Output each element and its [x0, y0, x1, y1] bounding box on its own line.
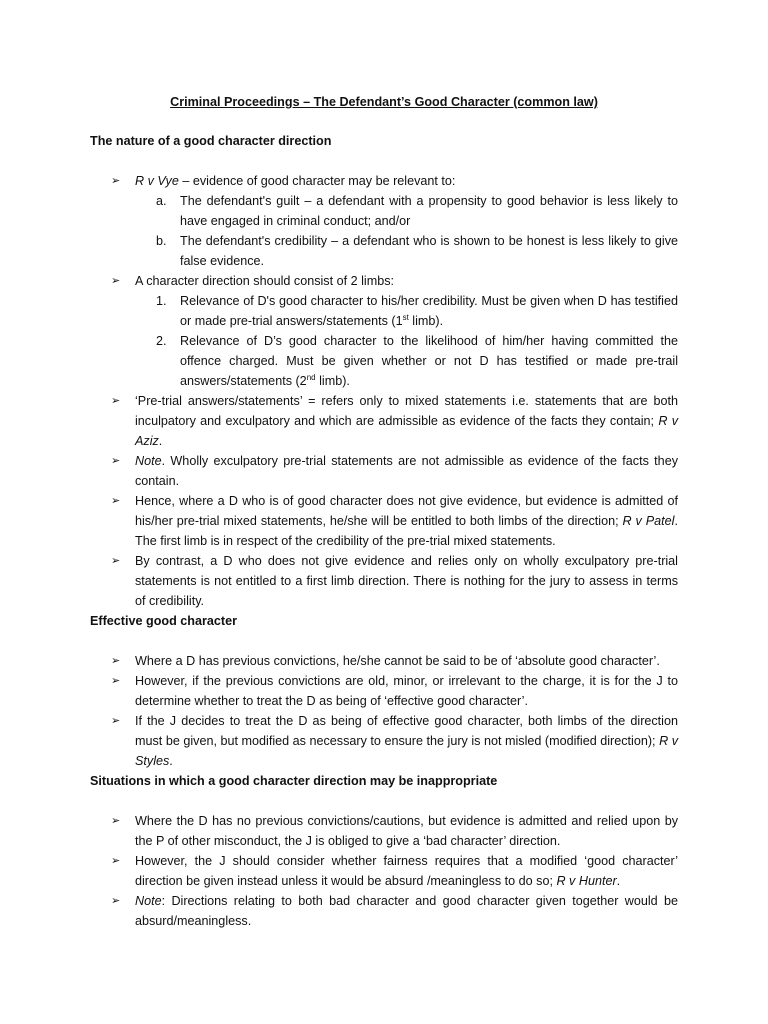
list-item-text: Where a D has previous convictions, he/she cannot be said to be of ‘absolute good character’.: [135, 654, 660, 668]
arrow-bullet-icon: ➢: [111, 675, 121, 687]
arrow-bullet-icon: ➢: [111, 175, 121, 187]
list-item-end: .: [616, 874, 621, 888]
list-item: [111, 551, 678, 611]
list-item-end: .: [169, 754, 173, 768]
list-item: [111, 391, 678, 451]
sub-item-text: Relevance of D's good character to his/her credibility. Must be given when D has testified or made pre-trial answers/statements (1: [180, 294, 678, 328]
sub-list-item: [156, 231, 678, 271]
arrow-bullet-icon: ➢: [111, 275, 121, 287]
bullet-list: [90, 811, 678, 931]
list-item-end: .: [158, 434, 163, 448]
case-citation: R v Hunter: [556, 874, 617, 888]
list-marker: a.: [156, 194, 167, 208]
superscript: nd: [306, 372, 316, 382]
list-item: [111, 451, 678, 491]
list-item: [111, 491, 678, 551]
list-item: [111, 851, 678, 891]
list-marker: b.: [156, 234, 167, 248]
list-item-text: If the J decides to treat the D as being of effective good character, both limbs of the direction must be given, but modified as necessary to ensure the jury is not misled (modified direction);: [135, 714, 678, 748]
note-label: Note: [135, 454, 162, 468]
bullet-list: [90, 651, 678, 771]
list-item: [111, 711, 678, 771]
arrow-bullet-icon: ➢: [111, 815, 121, 827]
lettered-list: [135, 191, 678, 271]
list-item-text: A character direction should consist of 2 limbs:: [135, 274, 394, 288]
list-item-text: Hence, where a D who is of good character does not give evidence, but evidence is admitted of his/her pre-trial mixed statements, he/she will be entitled to both limbs of the direction;: [135, 494, 678, 528]
sub-list-item: [156, 191, 678, 231]
section-heading: Effective good character: [90, 614, 237, 628]
arrow-bullet-icon: ➢: [111, 395, 121, 407]
document-title: Criminal Proceedings – The Defendant’s Good Character (common law): [170, 95, 598, 109]
list-item-text: ‘Pre-trial answers/statements’ = refers only to mixed statements i.e. statements that are both inculpatory and exculpatory and which are admissible as evidence of the facts they contain;: [135, 394, 678, 428]
list-item: [111, 811, 678, 851]
sub-list-item: [156, 291, 678, 331]
section-heading: Situations in which a good character direction may be inappropriate: [90, 774, 498, 788]
arrow-bullet-icon: ➢: [111, 855, 121, 867]
list-item-text: Where the D has no previous convictions/cautions, but evidence is admitted and relied upon by the P of other misconduct, the J is obliged to give a ‘bad character’ direction.: [135, 814, 678, 848]
list-item-text: : Directions relating to both bad character and good character given together would be absurd/meaningless.: [135, 894, 678, 928]
sub-item-text: Relevance of D’s good character to the likelihood of him/her having committed the offence charged. Must be given whether or not D has testified or made pre-trail answers/statements (2: [180, 334, 678, 388]
case-citation: R v Styles: [135, 734, 678, 768]
list-item-text: . Wholly exculpatory pre-trial statements are not admissible as evidence of the facts they contain.: [135, 454, 678, 488]
list-item-text: However, if the previous convictions are old, minor, or irrelevant to the charge, it is for the J to determine whether to treat the D as being of ‘effective good character’.: [135, 674, 678, 708]
sub-item-text-end: limb).: [315, 374, 350, 388]
list-item-text: By contrast, a D who does not give evidence and relies only on wholly exculpatory pre-trial statements is not entitled to a first limb direction. There is nothing for the jury to assess in terms of credibility.: [135, 554, 678, 608]
list-item: [111, 651, 678, 671]
bullet-list: [90, 171, 678, 611]
arrow-bullet-icon: ➢: [111, 895, 121, 907]
arrow-bullet-icon: ➢: [111, 655, 121, 667]
case-citation: R v Patel: [622, 514, 675, 528]
note-label: Note: [135, 894, 162, 908]
case-citation: R v Aziz: [135, 414, 678, 448]
arrow-bullet-icon: ➢: [111, 555, 121, 567]
case-citation: R v Vye: [135, 174, 179, 188]
numbered-list: [135, 291, 678, 391]
list-item: [111, 171, 678, 271]
sub-item-text: The defendant's guilt – a defendant with a propensity to good behavior is less likely to have engaged in criminal conduct; and/or: [180, 194, 678, 228]
superscript: st: [402, 312, 409, 322]
list-item-text: However, the J should consider whether fairness requires that a modified ‘good character’ direction be given instead unless it would be absurd /meaningless to do so;: [135, 854, 678, 888]
list-item: [111, 271, 678, 391]
list-item: [111, 671, 678, 711]
list-marker: 1.: [156, 294, 167, 308]
document-page: [90, 92, 678, 931]
list-item-end: . The first limb is in respect of the credibility of the pre-trial mixed statements.: [135, 514, 678, 548]
list-item: [111, 891, 678, 931]
arrow-bullet-icon: ➢: [111, 455, 121, 467]
arrow-bullet-icon: ➢: [111, 715, 121, 727]
sub-list-item: [156, 331, 678, 391]
list-marker: 2.: [156, 334, 167, 348]
sub-item-text-end: limb).: [408, 314, 444, 328]
list-item-text: – evidence of good character may be relevant to:: [178, 174, 456, 188]
sub-item-text: The defendant's credibility – a defendant who is shown to be honest is less likely to give false evidence.: [180, 234, 678, 268]
arrow-bullet-icon: ➢: [111, 495, 121, 507]
section-heading: The nature of a good character direction: [90, 134, 332, 148]
